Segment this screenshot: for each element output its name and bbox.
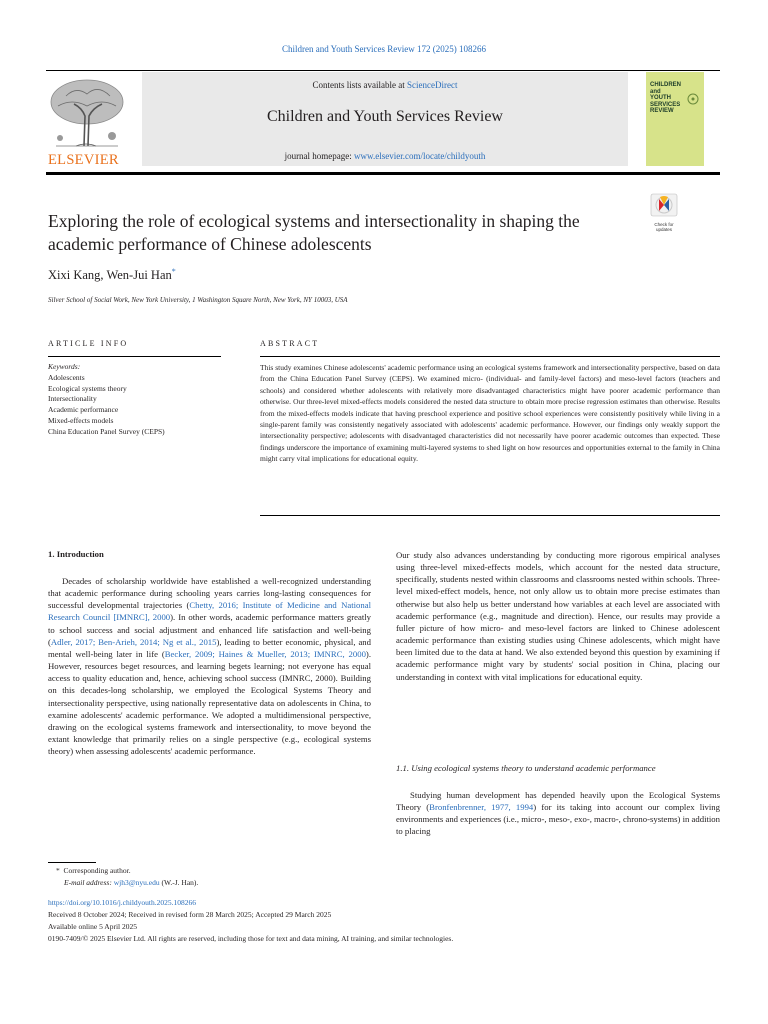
doi-link[interactable]: https://doi.org/10.1016/j.childyouth.2025.108266 [48, 898, 196, 907]
subsection-heading-ecological: 1.1. Using ecological systems theory to understand academic performance [396, 763, 656, 773]
journal-title[interactable]: Children and Youth Services Review [267, 108, 503, 125]
abstract-text: This study examines Chinese adolescents' academic performance using an ecological systems framework and intersectionality perspective, based on data from the China Education Panel Survey (CEPS). We examined micro- (individual- and family-level factors) and meso-level factors (teachers and schools) and considered whether adolescents with relatively more disadvantaged characteristics might have poorer academic performance than otherwise. Our three-level mixed-effects models considered the nested data structure to obtain more precise regression estimates than otherwise. Results from the mixed-effects models indicate that having preschool experience and positive school experiences were consistently positively while living in a single-parent family was consistently negatively associated with adolescents' academic performance. However, our findings only weakly support the intersectionality perspective; adolescents with disadvantaged characteristics did not necessarily have poorer academic outcomes than expected. These findings underscore the importance of examining multi-layered systems to shed light on how resources and opportunities external to the family in China might carry vital implications for educational equity. [260, 363, 720, 464]
footnote-mark: * [56, 866, 60, 875]
article-title: Exploring the role of ecological systems and intersectionality in shaping the academic performance of Chinese adolescents [48, 211, 580, 254]
badge-line: Check for [654, 222, 674, 227]
header-rule [46, 70, 720, 71]
homepage-prefix: journal homepage: [284, 151, 355, 161]
badge-line: updates [655, 227, 672, 232]
available-online: Available online 5 April 2025 [48, 922, 138, 931]
citation-link[interactable]: Becker, 2009; Haines & Mueller, 2013; IMNRC, 2000 [164, 648, 366, 659]
cover-title-line: CHILDREN [650, 82, 681, 88]
cover-flower-icon [686, 92, 700, 106]
journal-cover-thumbnail[interactable] [646, 72, 704, 166]
elsevier-tree-icon [46, 76, 128, 152]
crossmark-icon [650, 193, 678, 217]
journal-homepage-link[interactable]: www.elsevier.com/locate/childyouth [354, 151, 486, 161]
article-info-rule [48, 356, 221, 357]
email-link[interactable]: wjh3@nyu.edu [113, 878, 160, 887]
elsevier-wordmark: ELSEVIER [48, 152, 119, 168]
intro-text: ), leading to better economic, physical, and mental well-being later in life ( [48, 636, 371, 659]
email-suffix: (W.-J. Han). [161, 878, 199, 887]
author-list [48, 267, 176, 283]
cover-title-line: REVIEW [650, 108, 674, 114]
footnote-rule [48, 862, 96, 863]
article-info-heading: ARTICLE INFO [48, 339, 129, 348]
intro-text: ). In other words, academic performance matters greatly to school success and social adjustment and enhanced life satisfaction and well-being ( [48, 612, 371, 647]
email-label: E-mail address: [64, 878, 112, 887]
contents-line [142, 80, 628, 90]
corresponding-author-mark[interactable]: * [171, 267, 176, 276]
journal-masthead [46, 72, 720, 167]
abstract-heading: ABSTRACT [260, 339, 320, 348]
intro-paragraph-2: Our study also advances understanding by conducting more rigorous empirical analyses using three-level mixed-effects models, which account for the nested data structure, specifically, students nested within classrooms and classrooms nested within schools. Three-level mixed-effect models, hence, not only allow us to obtain more precise estimates than otherwise but also help us better understand how variables at each level are associated with academic performance (e.g., magnitude and direction). Hence, our results may provide a fuller picture of how micro- and meso-level factors are linked to Chinese adolescent academic performance than existing studies using Chinese adolescents, which might have been limited due to the data at hand. We also extended beyond this question by examining if academic performance might vary by students' social position in China, placing our understanding in context with vital implications for educational equity. [396, 550, 720, 682]
intro-paragraph-1 [48, 575, 371, 757]
abstract-rule [260, 356, 720, 357]
cover-title [650, 82, 681, 115]
cover-title-line: YOUTH [650, 95, 671, 101]
keyword-item: Ecological systems theory [48, 383, 127, 393]
subsection-text: Studying human development has depended heavily upon the Ecological Systems Theory ( [396, 790, 720, 813]
keyword-item: Intersectionality [48, 394, 97, 404]
email-note [64, 878, 198, 888]
contents-prefix: Contents lists available at [312, 80, 407, 90]
sciencedirect-link[interactable]: ScienceDirect [407, 80, 458, 90]
subsection-paragraph [396, 789, 720, 838]
keyword-item: China Education Panel Survey (CEPS) [48, 426, 165, 436]
check-for-updates-badge[interactable] [650, 193, 678, 232]
received-dates: Received 8 October 2024; Received in revised form 28 March 2025; Accepted 29 March 2025 [48, 910, 332, 919]
citation-link[interactable]: Bronfenbrenner, 1977, 1994 [429, 802, 534, 813]
abstract-bottom-rule [260, 515, 720, 516]
cover-title-line: and [650, 88, 661, 95]
section-heading-introduction: 1. Introduction [48, 549, 104, 559]
author-affiliation: Silver School of Social Work, New York University, 1 Washington Square North, New York, NY 10003, USA [48, 296, 348, 304]
author-names: Xixi Kang, Wen-Jui Han [48, 268, 172, 283]
keywords-label: Keywords: [48, 362, 81, 371]
keyword-item: Mixed-effects models [48, 415, 114, 425]
elsevier-logo[interactable] [46, 76, 128, 168]
keyword-item: Academic performance [48, 405, 119, 415]
journal-banner [142, 72, 628, 166]
citation-link[interactable]: Adler, 2017; Ben-Arieh, 2014; Ng et al., 2015 [50, 636, 217, 647]
subsection-text: ) for its taking into account our complex living environments and experiences (i.e., micro-, meso-, exo-, macro-, chrono-systems) in addition to placing [396, 802, 720, 837]
corresponding-text: Corresponding author. [63, 866, 131, 875]
keyword-item: Adolescents [48, 372, 85, 382]
cover-title-line: SERVICES [650, 101, 681, 108]
intro-text: ). However, resources beget resources, and learning begets learning; not everyone has equal access to quality education and, hence, achieving school success (IMNRC, 2000). Building on this decades-long scholarship, we employed the Ecological Systems Theory and intersectionality perspective, using nationally representative data on adolescents in China, to examine adolescents' academic performance. We adopted a multidimensional perspective, drawing on the ecological systems framework and intersectionality, to move beyond the extant knowledge that primarily relies on a single perspective (e.g., ecological systems theory) when assessing adolescents' academic performance. [48, 648, 371, 757]
keywords-block [48, 362, 223, 438]
journal-homepage-line [142, 151, 628, 161]
copyright-line: 0190-7409/© 2025 Elsevier Ltd. All rights are reserved, including those for text and data mining, AI training, and similar technologies. [48, 934, 454, 943]
running-header[interactable]: Children and Youth Services Review 172 (2025) 108266 [282, 44, 486, 54]
corresponding-author-note [56, 866, 131, 876]
masthead-rule [46, 172, 720, 175]
citation-link[interactable]: Chetty, 2016; Institute of Medicine and National Research Council [IMNRC], 2000 [48, 600, 371, 623]
intro-text: Decades of scholarship worldwide have established a well-recognized understanding that academic performance during schooling years carries long-lasting consequences for successful developmental trajectories ( [48, 576, 371, 611]
